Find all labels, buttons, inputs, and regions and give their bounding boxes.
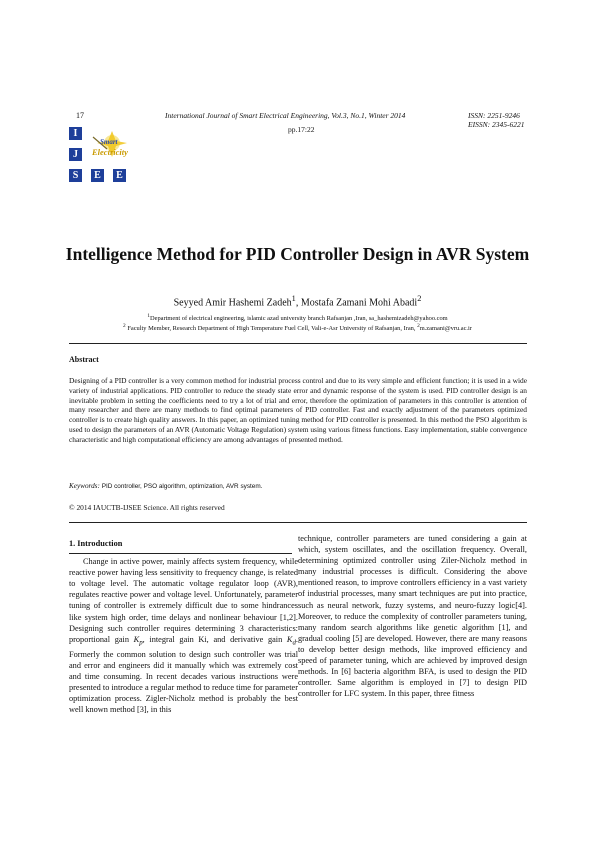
section-heading: 1. Introduction	[69, 538, 292, 554]
body-paragraph-right: technique, controller parameters are tuned considering a gain at which, system oscillates, and the oscillation frequency. Overall, determining optimized controller using Ziler-Nicholz method in many industrial processes is difficult. Considering the above mentioned reason, to improve controllers efficiency in a vast variety of industrial processes, many smart techniques are put into practice, such as neural network, fuzzy systems, and neuro-fuzzy logic[4]. Moreover, to reduce the complexity of controller parameters tuning, many random search algorithms like genetic algorithm [1], and gradual cooling [5] are developed. However, there are many reasons to develop better design methods, like improved efficiency and speed of parameter tuning, which are achieved by improved design methods. In [6] bacteria algorithm BFA, is used to design the PID controller. Same algorithm is employed in [7] to design PID controller for LFC system. In this paper, three fitness	[298, 534, 527, 699]
issn: ISSN: 2251-9246	[468, 111, 520, 120]
issn-block	[468, 111, 524, 129]
body-column-right	[298, 533, 527, 699]
logo-letter: I	[69, 127, 82, 140]
copyright: © 2014 IAUCTB-IJSEE Science. All rights reserved	[69, 503, 225, 512]
logo-word-top: Smart	[100, 138, 118, 146]
logo-letter: S	[69, 169, 82, 182]
journal-logo	[69, 127, 127, 183]
body-paragraph-left: Change in active power, mainly affects system frequency, while reactive power having less sensitivity to frequency change, is related to voltage level. The automatic voltage regulator loop (AVR), regulates reactive power and voltage level. Unfortunately, parameter tuning of controller is extremely difficult due to some hindrances like system high order, time delays and nonlinear behaviour [1,2]. Designing such controller requires determining 3 characteristics: proportional gain $K_p$, integral gain Ki, and derivative gain $K_d$. Formerly the common solution to design such controller was trial and error and engineers did it manually which was extremely cost and time consuming. In recent decades various instructions were presented to introduce a regular method to reduce time for parameter optimization process. Zigler-Nicholz method is probably the best well known method [3], in this	[69, 557, 298, 714]
divider-top	[69, 343, 527, 344]
logo-letter: J	[69, 148, 82, 161]
keywords-value: PID controller, PSO algorithm, optimization, AVR system.	[101, 483, 263, 490]
logo-letter: E	[91, 169, 104, 182]
authors: Seyyed Amir Hashemi Zadeh$^1$, Mostafa Zamani Mohi Abadi$^2$	[173, 294, 422, 309]
page-number: 17	[76, 111, 84, 120]
page-range: pp.17:22	[288, 125, 315, 134]
eissn: EISSN: 2345-6221	[468, 120, 525, 129]
abstract-heading: Abstract	[69, 355, 99, 364]
divider-mid	[69, 522, 527, 523]
logo-emblem	[83, 127, 129, 167]
paper-title: Intelligence Method for PID Controller Design in AVR System	[65, 244, 530, 264]
keywords	[69, 482, 262, 490]
logo-word-bottom: Electricity	[92, 147, 128, 157]
affiliation-2: $^2$ Faculty Member, Research Department of High Temperature Fuel Cell, Vali-e-Asr University of Rafsanjan, Iran, $^2$m.zamani@vru.ac.ir	[123, 323, 472, 333]
keywords-label: Keywords:	[69, 482, 100, 490]
abstract-text: Designing of a PID controller is a very common method for industrial process control and due to its very simple and efficient function; it is used in a wide variety of industrial applications. PID controller to reduce the steady state error and dynamic response of the system is used. PID controller design is an inevitable problem in setting the coefficients need to try a lot of trial and error, therefore the optimization of parameters in this controller is attention of many researcher and there are many methods to find optimal parameters of PID controller. Fast and exactly adjustment of the parameters optimized controller is to create high quality answers. In this paper, an optimized tuning method for PID controller is presented. In this method the PSO algorithm is used to design the parameters of an AVR (Automatic Voltage Regulation) system using various fitness functions. Easy implementation, stable convergence characteristic and high computational efficiency are among advantages of presented method.	[69, 376, 527, 444]
journal-header: International Journal of Smart Electrical Engineering, Vol.3, No.1, Winter 2014	[165, 111, 406, 120]
affiliation-1: $^1$Department of electrical engineering, islamic azad university branch Rafsanjan ,Iran, sa_hashemizadeh@yahoo.com	[147, 313, 448, 323]
logo-letter: E	[113, 169, 126, 182]
body-column-left	[69, 538, 298, 715]
